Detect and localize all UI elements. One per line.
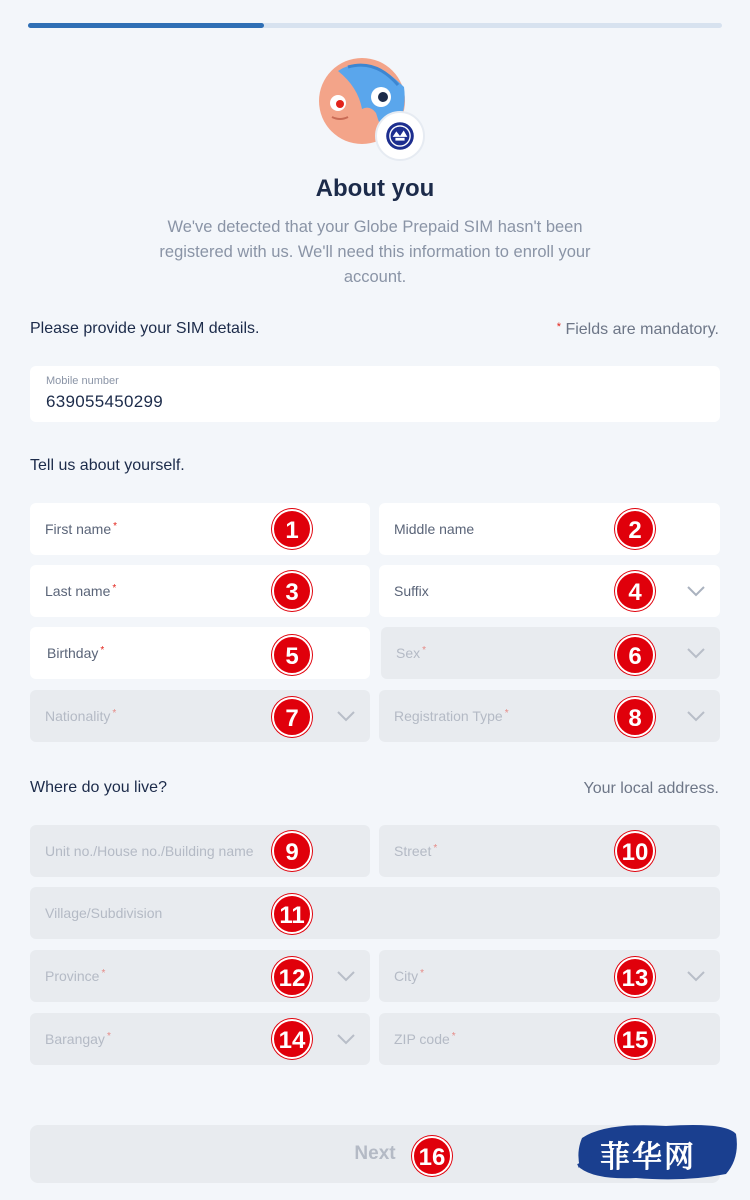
zip-code-label: ZIP code [394,1031,450,1047]
required-asterisk: * [556,321,561,333]
village-label: Village/Subdivision [45,905,163,921]
annotation-marker: 3 [272,571,312,611]
chevron-down-icon [336,969,356,983]
suffix-label: Suffix [394,583,429,599]
chevron-down-icon [686,646,706,660]
watermark-logo [576,1118,740,1184]
registration-type-select[interactable]: Registration Type * [379,690,720,742]
barangay-label: Barangay [45,1031,105,1047]
annotation-marker: 12 [272,957,312,997]
unit-input[interactable] [30,825,370,877]
annotation-marker: 15 [615,1019,655,1059]
mandatory-note-text: Fields are mandatory. [565,321,719,338]
page-title: About you [315,175,435,202]
first-name-input[interactable]: First name * [30,503,370,555]
chevron-down-icon [686,969,706,983]
address-note: Your local address. [583,780,719,797]
nationality-select[interactable]: Nationality * [30,690,370,742]
birthday-label: Birthday [47,645,99,661]
annotation-marker: 8 [615,697,655,737]
street-input[interactable]: Street * [379,825,720,877]
watermark-text: 菲华网 [600,1140,696,1175]
globe-badge-icon [375,111,425,161]
unit-label: Unit no./House no./Building name [45,843,254,859]
about-section-label: Tell us about yourself. [30,457,185,474]
middle-name-label: Middle name [394,521,475,537]
progress-fill [28,23,264,28]
sim-section-label: Please provide your SIM details. [30,320,260,337]
annotation-marker: 6 [615,635,655,675]
annotation-marker: 11 [272,894,312,934]
annotation-marker: 13 [615,957,655,997]
village-input[interactable] [30,887,720,939]
progress-bar [28,23,722,28]
annotation-marker: 1 [272,509,312,549]
annotation-marker: 10 [615,831,655,871]
intro-text: We've detected that your Globe Prepaid SIM hasn't been registered with us. We'll need this information to enroll your account. [159,218,591,286]
province-label: Province [45,968,100,984]
next-button[interactable]: Next [30,1125,720,1183]
chevron-down-icon [336,1032,356,1046]
annotation-marker: 7 [272,697,312,737]
annotation-marker: 16 [412,1136,452,1176]
annotation-marker: 9 [272,831,312,871]
barangay-select[interactable]: Barangay * [30,1013,370,1065]
mobile-number-value: 639055450299 [46,392,164,411]
last-name-label: Last name [45,583,111,599]
suffix-select[interactable] [379,565,720,617]
annotation-marker: 4 [615,571,655,611]
birthday-input[interactable]: Birthday * [30,627,370,679]
sex-select[interactable]: Sex * [381,627,720,679]
nationality-label: Nationality [45,708,111,724]
mobile-number-field[interactable] [30,366,720,422]
city-select[interactable]: City * [379,950,720,1002]
sex-label: Sex [396,645,421,661]
mandatory-note [557,321,719,339]
chevron-down-icon [686,584,706,598]
first-name-label: First name [45,521,112,537]
registration-type-label: Registration Type [394,708,503,724]
street-label: Street [394,843,432,859]
address-section-label: Where do you live? [30,779,167,796]
chevron-down-icon [686,709,706,723]
mobile-number-label: Mobile number [46,375,119,387]
annotation-marker: 14 [272,1019,312,1059]
annotation-marker: 5 [272,635,312,675]
last-name-input[interactable]: Last name * [30,565,370,617]
avatar-illustration [318,57,433,163]
annotation-marker: 2 [615,509,655,549]
middle-name-input[interactable] [379,503,720,555]
city-label: City [394,968,419,984]
zip-code-input[interactable]: ZIP code * [379,1013,720,1065]
province-select[interactable]: Province * [30,950,370,1002]
chevron-down-icon [336,709,356,723]
